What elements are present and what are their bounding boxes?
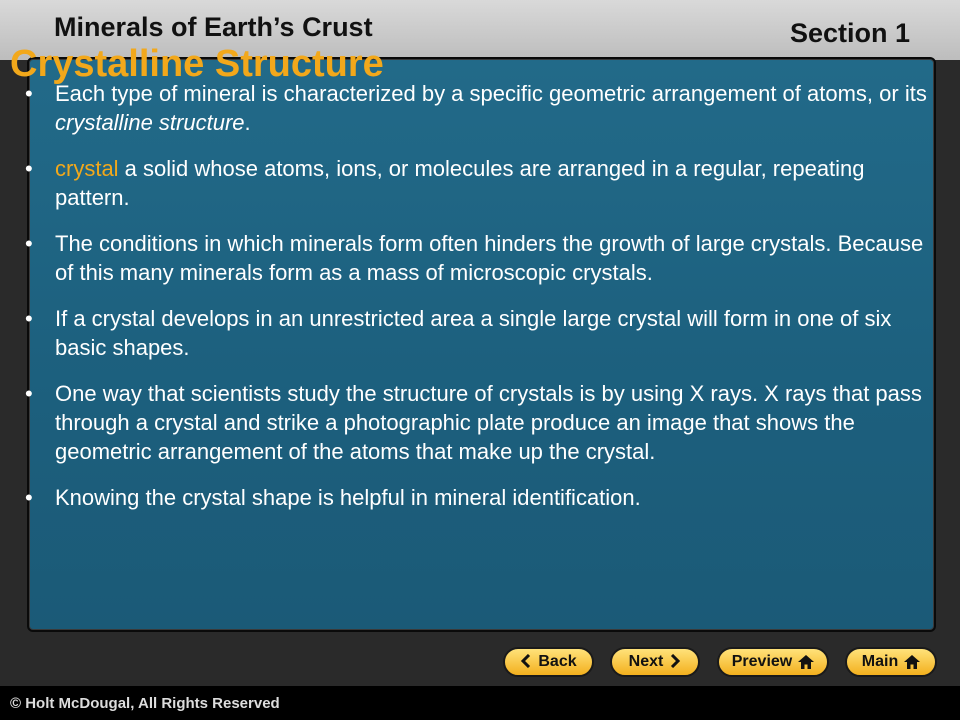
bullet-text: . [244,110,251,135]
back-button-label: Back [538,653,577,670]
section-label: Section 1 [789,18,910,48]
preview-button[interactable] [717,647,829,677]
bullet-list [25,79,937,529]
bullet-marker: • [25,306,33,331]
next-button-label: Next [628,653,664,670]
bullet-text: a solid whose atoms, ions, or molecules are arranged in a regular, repeating pattern. [55,156,865,210]
bullet-marker: • [25,81,33,106]
chapter-title: Minerals of Earth’s Crust [54,12,373,42]
bullet-item [25,79,937,137]
bullet-marker: • [25,156,33,181]
nav-bar [0,643,960,683]
bullet-marker: • [25,231,33,256]
bullet-item [25,379,937,466]
bullet-text: Each type of mineral is characterized by a specific geometric arrangement of atoms, or its [55,81,927,106]
copyright-text: © Holt McDougal, All Rights Reserved [10,695,280,712]
bullet-item [25,304,937,362]
chevron-right-icon [669,654,681,670]
home-icon [798,655,814,669]
bullet-text: One way that scientists study the structure of crystals is by using X rays. X rays that pass through a crystal and strike a photographic plate produce an image that shows the geometric arrangement of the atoms that make up the crystal. [55,381,922,464]
bullet-text: Knowing the crystal shape is helpful in mineral identification. [55,485,641,510]
home-icon [904,655,920,669]
main-button-label: Main [861,653,899,670]
footer-bar [0,686,960,720]
back-button[interactable] [503,647,594,677]
bullet-marker: • [25,381,33,406]
page-title: Crystalline Structure [10,43,384,85]
chevron-left-icon [520,654,532,670]
bullet-text: If a crystal develops in an unrestricted area a single large crystal will form in one of six basic shapes. [55,306,892,360]
bullet-item [25,483,937,512]
bullet-item [25,154,937,212]
emphasized-text: crystalline structure [55,110,245,135]
bullet-text: The conditions in which minerals form often hinders the growth of large crystals. Because of this many minerals form as a mass of microscopic crystals. [55,231,924,285]
bullet-marker: • [25,485,33,510]
main-button[interactable] [845,647,937,677]
preview-button-label: Preview [731,653,793,670]
vocabulary-term: crystal [55,156,119,181]
bullet-item [25,229,937,287]
next-button[interactable] [610,647,700,677]
